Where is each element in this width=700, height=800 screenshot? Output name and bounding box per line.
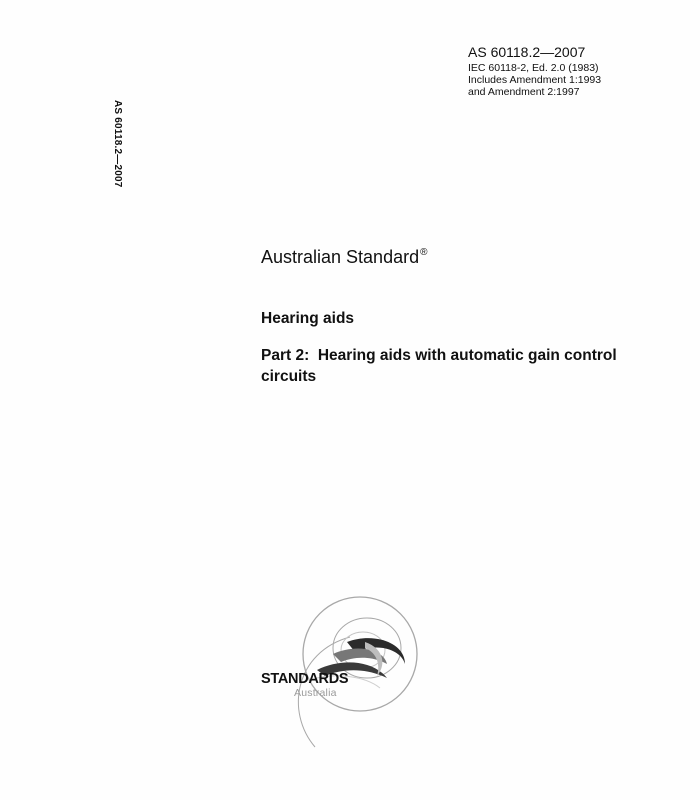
part-heading [261, 345, 621, 387]
logo-wordmark: STANDARDS [261, 671, 349, 687]
iec-reference: IEC 60118-2, Ed. 2.0 (1983) [468, 62, 599, 74]
amendment-2: and Amendment 2:1997 [468, 86, 580, 98]
series-name: Australian Standard [261, 247, 420, 267]
registered-mark: ® [420, 247, 428, 258]
series-heading [261, 247, 427, 268]
document-title: Hearing aids [261, 310, 355, 327]
part-number: Part 2: [261, 347, 318, 364]
standards-australia-logo [255, 592, 425, 752]
logo-subtext: Australia [294, 687, 337, 699]
standard-number: AS 60118.2—2007 [468, 44, 586, 60]
amendment-1: Includes Amendment 1:1993 [468, 74, 602, 86]
spine-label: AS 60118.2—2007 [112, 100, 123, 188]
part-title: Hearing aids with automatic gain control circuits [261, 347, 617, 385]
standard-reference-block [468, 44, 601, 98]
